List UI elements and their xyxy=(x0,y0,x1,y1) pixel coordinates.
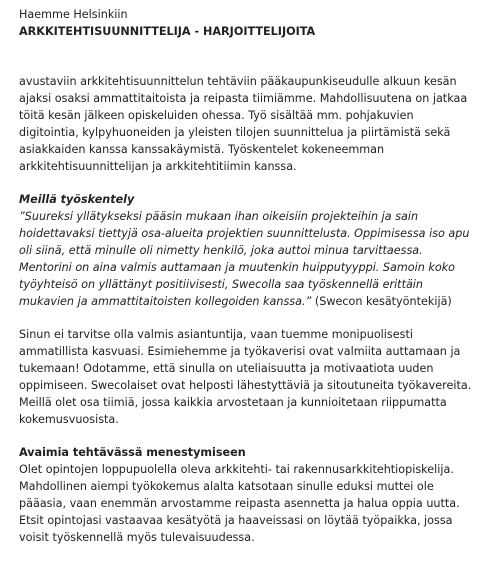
posting-lead: Haemme Helsinkiin xyxy=(19,8,128,21)
spacer xyxy=(19,40,474,73)
spacer xyxy=(19,175,474,191)
testimonial-paragraph xyxy=(19,208,474,310)
section-heading-keys-to-success: Avaimia tehtävässä menestymiseen xyxy=(19,446,246,459)
growth-paragraph: Sinun ei tarvitse olla valmis asiantuntija, vaan tuemme monipuolisesti ammatillista kasvuasi. Esimiehemme ja työkaverisi ovat valmiita auttamaan ja tukemaan! Odotamme, että sinulla on uteliaisuutta ja motivaatiota uuden oppimiseen. Swecolaiset ovat helposti lähestyttäviä ja sitoutuneita työkavereita. Meillä olet osa tiimiä, jossa kaikkia arvostetaan ja kunnioitetaan riippumatta kokemusvuosista. xyxy=(19,328,472,426)
section-heading-working-with-us: Meillä työskentely xyxy=(19,193,135,206)
job-title: ARKKITEHTISUUNNITTELIJA - HARJOITTELIJOITA xyxy=(19,25,316,38)
intro-paragraph: avustaviin arkkitehtisuunnittelun tehtäviin pääkaupunkiseudulle alkuun kesän ajaksi osaksi ammattitaitoista ja reipasta tiimiämme. Mahdollisuutena on jatkaa töitä kesän jälkeen opiskeluiden ohessa. Työ sisältää mm. pohjakuvien digitointia, kylpyhuoneiden ja yleisten tilojen suunnittelua ja piirtämistä sekä asiakkaiden kanssa kanssakäymistä. Työskentelet kokeneemman arkkitehtisuunnittelijan ja arkkitehtitiimin kanssa. xyxy=(19,75,468,173)
spacer xyxy=(19,310,474,326)
testimonial-attribution: (Swecon kesätyöntekijä) xyxy=(311,295,452,308)
requirements-paragraph: Olet opintojen loppupuolella oleva arkkitehti- tai rakennusarkkitehtiopiskelija. Mahdollinen aiempi työkokemus alalta katsotaan sinulle eduksi muttei ole pääasia, vaan enemmän arvostamme reipasta asennetta ja halua oppia uutta. Etsit opintojasi vastaavaa kesätyötä ja haaveissasi on löytää työpaikka, jossa voisit työskennellä myös tulevaisuudessa. xyxy=(19,463,460,544)
testimonial-quote: ”Suureksi yllätykseksi pääsin mukaan ihan oikeisiin projekteihin ja sain hoidettavaksi tiettyjä osa-alueita projektien suunnittelusta. Oppimisessa iso apu oli siinä, että minulle oli nimetty henkilö, joka auttoi minua tarvittaessa. Mentorini on aina valmis auttamaan ja muutenkin huipputyyppi. Samoin koko työyhteisö on yllättänyt positiivisesti, Swecolla saa työskennellä erittäin mukavien ja ammattitaitoisten kollegoiden kanssa.” xyxy=(19,210,470,308)
spacer xyxy=(19,428,474,444)
job-posting xyxy=(19,6,474,546)
